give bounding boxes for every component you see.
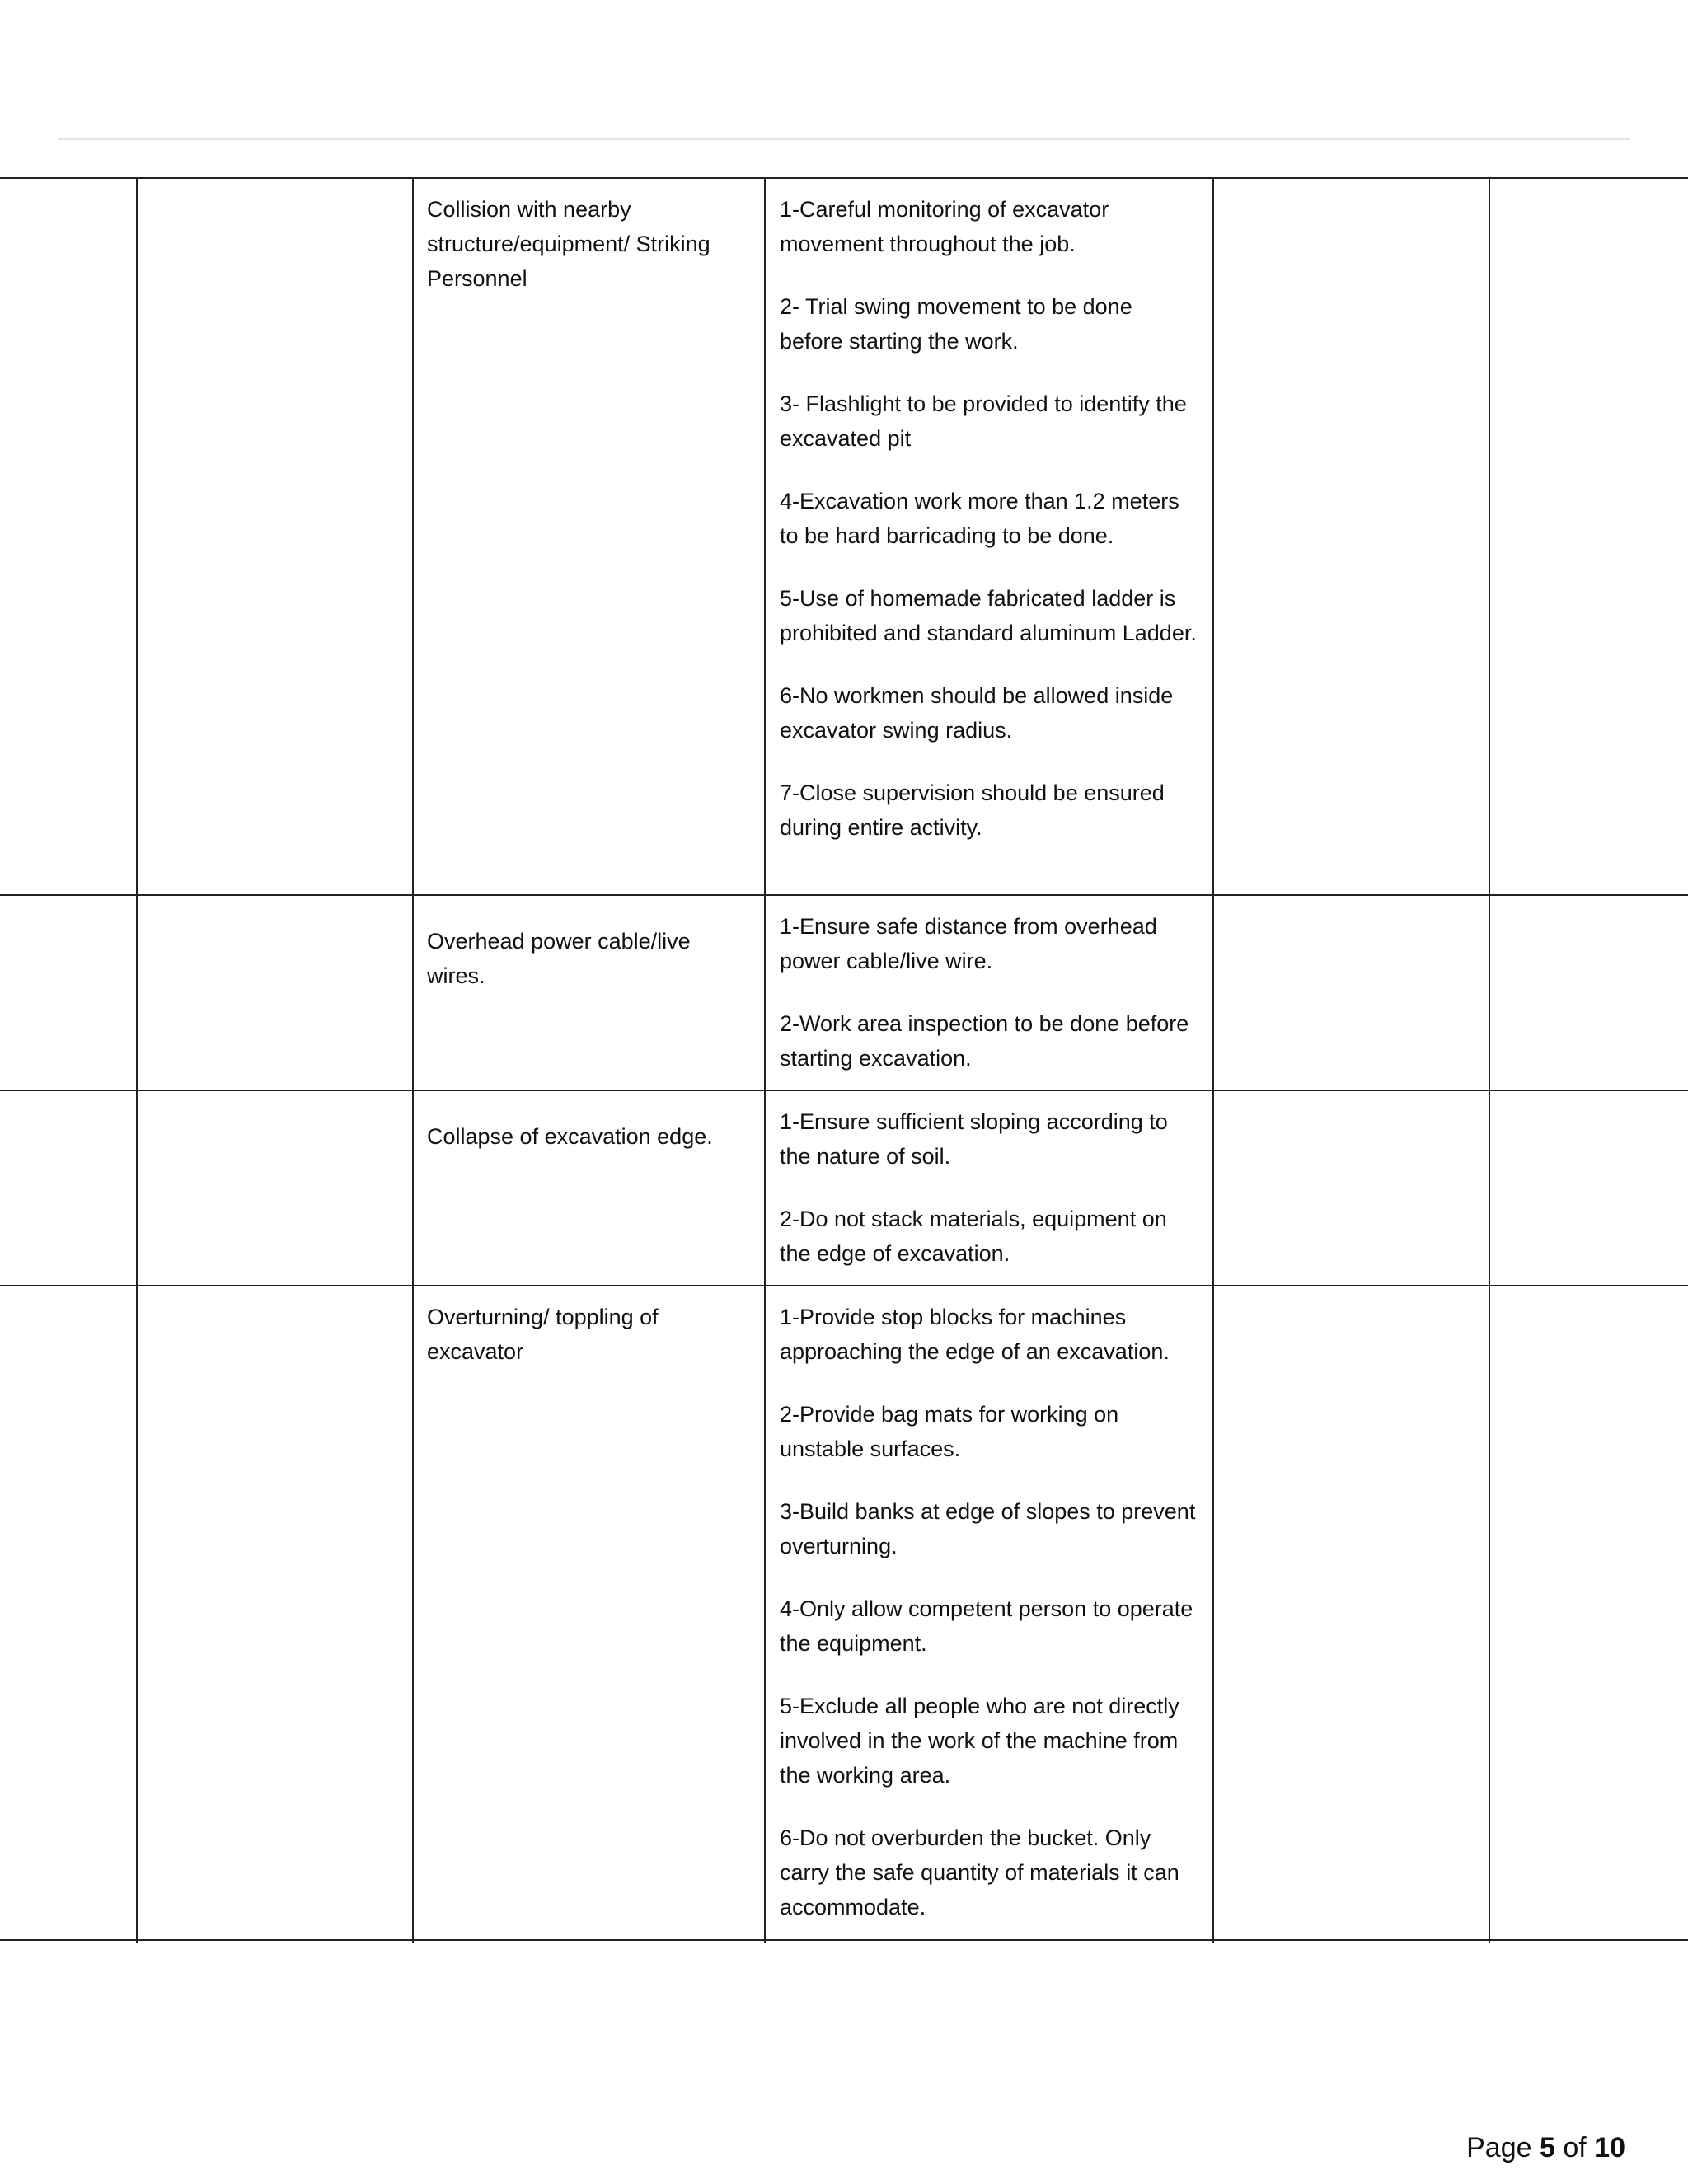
control-measure: 1-Provide stop blocks for machines approaching the edge of an excavation. xyxy=(780,1305,1170,1364)
table-row xyxy=(0,177,1688,894)
hazard-text: Overhead power cable/live wires. xyxy=(427,929,691,988)
control-measure: 1-Ensure sufficient sloping according to the nature of soil. xyxy=(780,1109,1168,1169)
control-measure: 1-Ensure safe distance from overhead power cable/live wire. xyxy=(780,914,1157,973)
hazard-cell xyxy=(412,896,765,1090)
column-divider xyxy=(1489,177,1490,1943)
hazard-text: Overturning/ toppling of excavator xyxy=(427,1305,659,1364)
table-row xyxy=(0,1090,1688,1285)
control-measures-cell xyxy=(765,1286,1213,1939)
page-word: Page xyxy=(1466,2132,1532,2163)
table-row xyxy=(0,894,1688,1090)
total-pages: 10 xyxy=(1594,2132,1625,2163)
page-number xyxy=(1466,2131,1625,2164)
column-divider xyxy=(412,177,414,1943)
table-row xyxy=(0,1285,1688,1941)
control-measure: 1-Careful monitoring of excavator movement throughout the job. xyxy=(780,197,1109,256)
control-measures-cell xyxy=(765,179,1213,894)
hazard-text: Collision with nearby structure/equipment/ Striking Personnel xyxy=(427,197,710,291)
control-measure: 2-Work area inspection to be done before starting excavation. xyxy=(780,1011,1189,1071)
control-measure: 4-Excavation work more than 1.2 meters to be hard barricading to be done. xyxy=(780,489,1179,548)
current-page: 5 xyxy=(1539,2132,1555,2163)
column-divider xyxy=(136,177,138,1943)
control-measure: 6-No workmen should be allowed inside excavator swing radius. xyxy=(780,683,1174,743)
control-measures-cell xyxy=(765,896,1213,1090)
control-measure: 2- Trial swing movement to be done before starting the work. xyxy=(780,294,1132,354)
of-word: of xyxy=(1563,2132,1587,2163)
hazard-text: Collapse of excavation edge. xyxy=(427,1124,713,1149)
column-divider xyxy=(1212,177,1214,1943)
hazard-cell xyxy=(412,179,765,894)
control-measure: 7-Close supervision should be ensured during entire activity. xyxy=(780,780,1165,840)
control-measure: 3- Flashlight to be provided to identify the excavated pit xyxy=(780,391,1187,451)
hazard-cell xyxy=(412,1286,765,1939)
header-divider xyxy=(58,138,1630,140)
column-divider xyxy=(764,177,766,1943)
control-measure: 3-Build banks at edge of slopes to prevent overturning. xyxy=(780,1499,1196,1558)
control-measures-cell xyxy=(765,1091,1213,1285)
control-measure: 2-Do not stack materials, equipment on the edge of excavation. xyxy=(780,1207,1167,1266)
control-measure: 6-Do not overburden the bucket. Only carry the safe quantity of materials it can accommodate. xyxy=(780,1825,1179,1919)
hazard-cell xyxy=(412,1091,765,1285)
control-measure: 5-Exclude all people who are not directly involved in the work of the machine from the working area. xyxy=(780,1694,1179,1788)
control-measure: 4-Only allow competent person to operate the equipment. xyxy=(780,1596,1193,1656)
risk-assessment-table xyxy=(0,177,1688,1941)
control-measure: 2-Provide bag mats for working on unstable surfaces. xyxy=(780,1402,1119,1461)
control-measure: 5-Use of homemade fabricated ladder is prohibited and standard aluminum Ladder. xyxy=(780,586,1197,645)
